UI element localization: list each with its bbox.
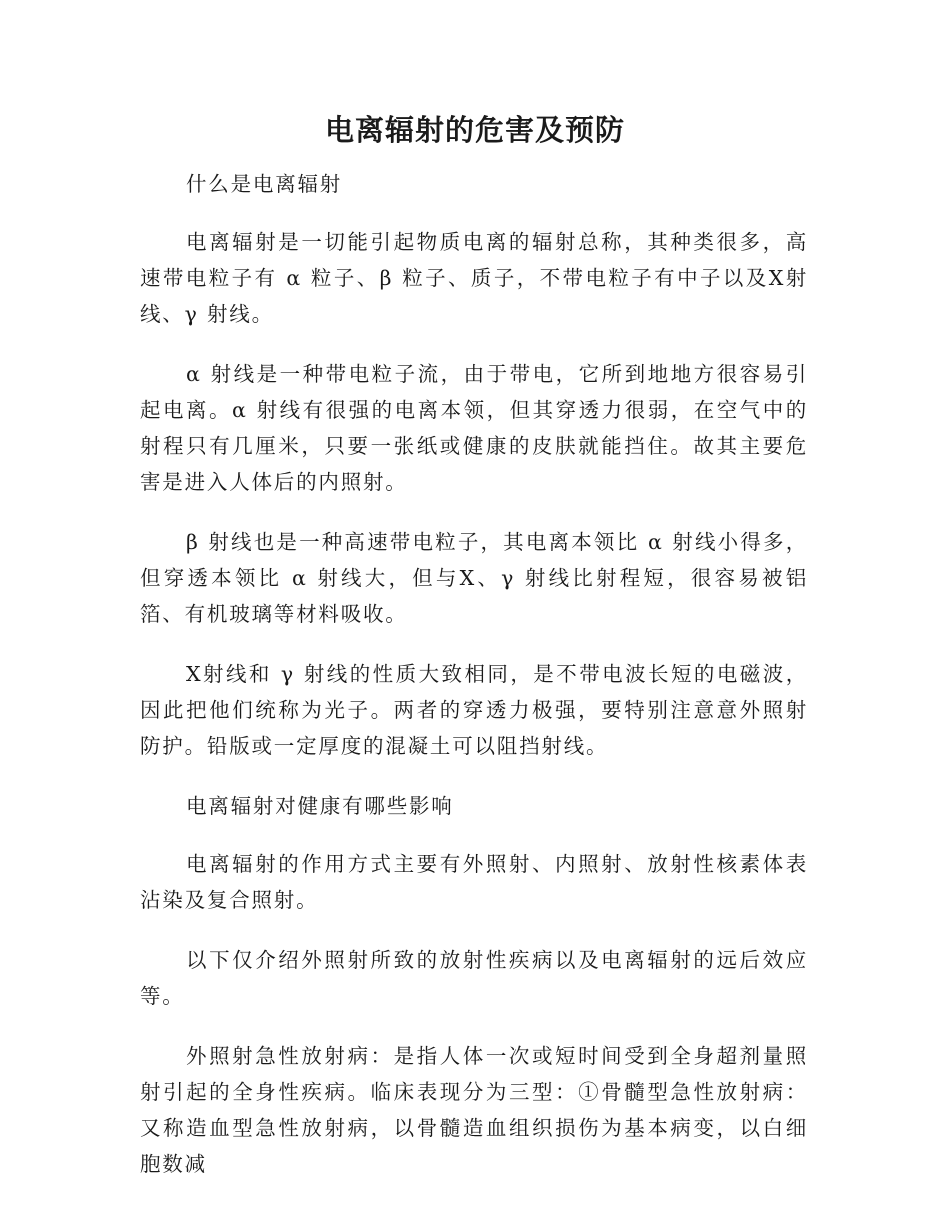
section-heading: 电离辐射对健康有哪些影响 [186,794,454,818]
section-heading: 什么是电离辐射 [186,172,343,196]
paragraph: 外照射急性放射病：是指人体一次或短时间受到全身超剂量照射引起的全身性疾病。临床表现分为三型：①骨髓型急性放射病：又称造血型急性放射病，以骨髓造血组织损伤为基本病变，以白细胞数减 [140,1044,808,1176]
document-body [140,166,808,1206]
document-title: 电离辐射的危害及预防 [324,113,625,147]
paragraph: 电离辐射是一切能引起物质电离的辐射总称，其种类很多，高速带电粒子有 α 粒子、β 粒子、质子，不带电粒子有中子以及X射线、γ 射线。 [140,230,808,326]
paragraph: 以下仅介绍外照射所致的放射性疾病以及电离辐射的远后效应等。 [140,948,808,1008]
paragraph: X射线和 γ 射线的性质大致相同，是不带电波长短的电磁波，因此把他们统称为光子。两者的穿透力极强，要特别注意意外照射防护。铅版或一定厚度的混凝土可以阻挡射线。 [140,662,808,758]
paragraph: β 射线也是一种高速带电粒子，其电离本领比 α 射线小得多，但穿透本领比 α 射线大，但与X、γ 射线比射程短，很容易被铝箔、有机玻璃等材料吸收。 [140,530,808,626]
paragraph: 电离辐射的作用方式主要有外照射、内照射、放射性核素体表沾染及复合照射。 [140,852,808,912]
paragraph: α 射线是一种带电粒子流，由于带电，它所到地地方很容易引起电离。α 射线有很强的电离本领，但其穿透力很弱，在空气中的射程只有几厘米，只要一张纸或健康的皮肤就能挡住。故其主要危害是进入人体后的内照射。 [140,362,808,494]
